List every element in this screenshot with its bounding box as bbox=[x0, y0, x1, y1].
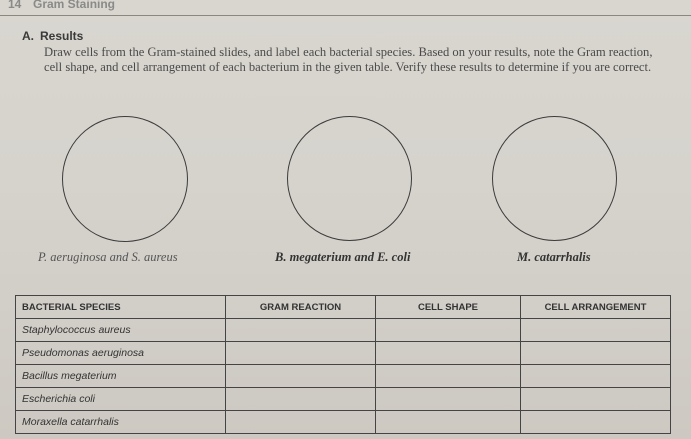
cell-shape-cell[interactable] bbox=[376, 365, 521, 388]
species-cell: Moraxella catarrhalis bbox=[16, 411, 226, 434]
column-header-species: BACTERIAL SPECIES bbox=[16, 296, 226, 319]
drawing-caption-1: P. aeruginosa and S. aureus bbox=[38, 250, 178, 264]
column-header-cell-arrangement: CELL ARRANGEMENT bbox=[521, 296, 671, 319]
chapter-title: Gram Staining bbox=[33, 0, 116, 11]
gram-reaction-cell[interactable] bbox=[226, 319, 376, 342]
page-header bbox=[0, 0, 691, 16]
drawing-circle-3[interactable] bbox=[492, 116, 617, 241]
species-cell: Staphylococcus aureus bbox=[16, 319, 226, 342]
cell-shape-cell[interactable] bbox=[376, 342, 521, 365]
cell-arrangement-cell[interactable] bbox=[521, 411, 671, 434]
cell-arrangement-cell[interactable] bbox=[521, 319, 671, 342]
gram-reaction-cell[interactable] bbox=[226, 411, 376, 434]
table-row bbox=[16, 388, 671, 411]
table-row bbox=[16, 342, 671, 365]
species-cell: Bacillus megaterium bbox=[16, 365, 226, 388]
species-cell: Escherichia coli bbox=[16, 388, 226, 411]
drawing-caption-3: M. catarrhalis bbox=[517, 250, 591, 264]
drawing-circle-2[interactable] bbox=[287, 116, 412, 241]
instructions-paragraph: Draw cells from the Gram-stained slides, and label each bacterial species. Based on your results, note the Gram reaction, cell shape, and cell arrangement of each bacterium in the given table. Verify these results to determine if you are correct. bbox=[44, 45, 653, 74]
results-table bbox=[15, 295, 671, 434]
section-letter: A. bbox=[22, 29, 34, 43]
gram-reaction-cell[interactable] bbox=[226, 342, 376, 365]
drawing-caption-2: B. megaterium and E. coli bbox=[275, 250, 411, 264]
gram-reaction-cell[interactable] bbox=[226, 365, 376, 388]
table-row bbox=[16, 411, 671, 434]
cell-shape-cell[interactable] bbox=[376, 411, 521, 434]
table-row bbox=[16, 365, 671, 388]
column-header-cell-shape: CELL SHAPE bbox=[376, 296, 521, 319]
gram-reaction-cell[interactable] bbox=[226, 388, 376, 411]
section-heading bbox=[22, 29, 83, 43]
cell-shape-cell[interactable] bbox=[376, 319, 521, 342]
cell-arrangement-cell[interactable] bbox=[521, 342, 671, 365]
species-cell: Pseudomonas aeruginosa bbox=[16, 342, 226, 365]
column-header-gram-reaction: GRAM REACTION bbox=[226, 296, 376, 319]
drawing-circle-1[interactable] bbox=[62, 116, 188, 242]
table-header-row bbox=[16, 296, 671, 319]
cell-arrangement-cell[interactable] bbox=[521, 388, 671, 411]
cell-arrangement-cell[interactable] bbox=[521, 365, 671, 388]
table-row bbox=[16, 319, 671, 342]
section-title: Results bbox=[40, 29, 84, 43]
chapter-number: 14 bbox=[8, 0, 22, 11]
cell-shape-cell[interactable] bbox=[376, 388, 521, 411]
